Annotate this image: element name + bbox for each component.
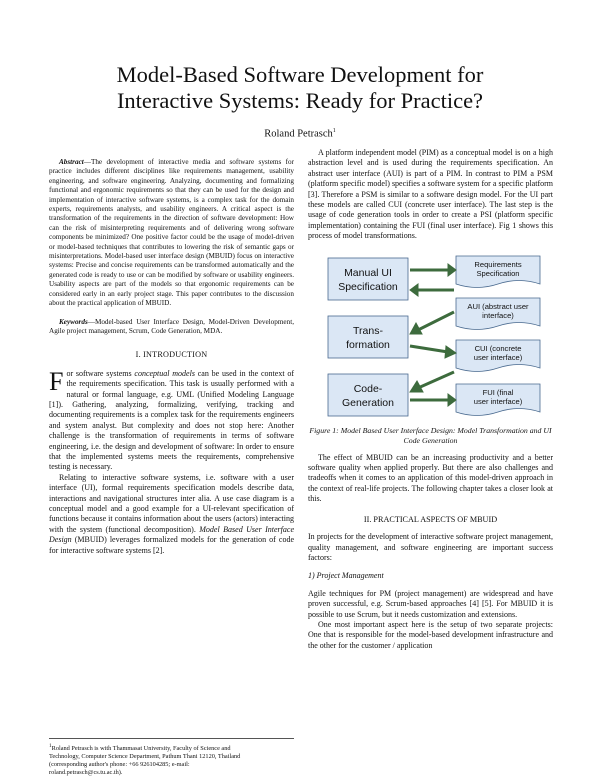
arrowhead-codegen-to-fui [448,394,456,406]
arrowhead-req-to-spec [410,284,418,296]
footnote-line-1 [49,742,294,753]
footnote-line-4: roland.petrasch@cs.tu.ac.th). [49,769,123,777]
title-line-2: Interactive Systems: Ready for Practice? [116,88,484,113]
arrowhead-spec-to-req [448,264,456,276]
box-manual-ui-line-2: Specification [338,280,398,293]
author-name: Roland Petrasch [264,128,333,140]
box-transformation [328,316,408,358]
box-code-generation-line-1: Code- [353,382,383,395]
subsection-project-management: 1) Project Management [308,571,384,581]
footnote-line-2: Technology, Computer Science Department, Pathum Thani 12120, Thailand [49,753,241,761]
right-paragraph-1: A platform independent model (PIM) as a conceptual model is on a high abstraction level and is used during the requirements specification. An abstract user interface (AUI) is part of a PIM. In contrast to PIM a PSM (platform specific model) specifies a software system for a specific platform [3]. Therefore a PSM is similar to a software design model. For the UI part these models are called CUI (concrete user interface). The last step is the usage of code generation tools in order to create a PSI (platform specific implementation) containing the FUI (final user interface). Fig 1 shows this process of model transformations. [308,148,553,241]
doc-1-line-1: Requirements [474,259,522,269]
abstract-text: —The development of interactive media and software systems for practice includes different disciplines like requirements management, usability engineering, and software engineering. Analyzing, documenting and formalizing functional and ergonomic requirements so that they can be used for the design and implementation of interactive software systems, is a complex task for the domain experts, requirements analysts, and usability engineers. A critical aspect is the transformation of the requirements in the direction of software development: How can the risk of misinterpreting requirements and of delivering wrong software components be minimized? One positive factor could be the usage of model-driven or model-based techniques that contributes to lowering the risk of semantic gaps or misinterpretations. Model-based user interface design (MBUID) focus on interactive systems: Precise and concise requirements can be transformed automatically and the generated code is ready to use or can be modified by software or usability engineers. Usability aspects are part of the models so that ergonomic requirements can be considered early in an early project stage. This paper contributes to the discussion about the practical application of MBUID. [49,158,294,308]
box-transformation-line-2: formation [346,338,390,351]
figure-caption: Figure 1: Model Based User Interface Design: Model Transformation and UI Code Generation [309,425,552,445]
figure-1 [308,250,553,422]
box-manual-ui-line-1: Manual UI [344,266,392,279]
footnote-mark: 1 [49,743,52,749]
section-heading-introduction: I. INTRODUCTION [135,350,208,360]
intro-paragraph-1 [49,366,295,473]
box-code-generation [328,374,408,416]
section-heading-practical: II. PRACTICAL ASPECTS OF MBUID [363,514,498,524]
box-code-generation-line-2: Generation [342,396,394,409]
right-column [308,148,553,651]
footnote-line-3: (corresponding author's phone: +66 926104285; e-mail: [49,761,190,769]
doc-requirements-specification [456,256,540,288]
intro-p2-part-b: (MBUID) leverages formalized models for the generation of code for interactive software systems [2]. [49,535,294,555]
right-paragraph-2: The effect of MBUID can be an increasing productivity and a better software quality when applied properly. But there are also challenges and tradeoffs when it comes to an application of this model-driven approach in the context of real-life projects. The following chapter takes a closer look at this. [308,452,553,504]
author-line [0,128,600,140]
arrow-trans-to-cui [410,346,448,352]
doc-1-line-2: Specification [476,268,520,278]
keywords-text: —Model-based User Interface Design, Model-Driven Development, Agile project management, Scrum, Code Generation, MDA. [49,317,294,335]
author-footnote-mark: 1 [332,128,336,134]
doc-cui [456,340,540,372]
abstract [49,158,294,309]
intro-p1-emphasis: conceptual models [134,368,195,378]
arrow-cui-to-codegen [418,372,454,388]
doc-2-line-1: AUI (abstract user [467,301,529,311]
right-paragraph-5: One most important aspect here is the setup of two separate projects: One that is responsible for the model-based development infrastructure and the other for the customer / application [308,619,553,650]
doc-fui [456,384,540,416]
arrowhead-trans-to-cui [445,346,456,358]
doc-2-line-2: interface) [482,310,514,320]
paper-title [40,62,560,114]
intro-p1-part-a: or software systems [66,368,135,378]
mbuid-diagram [308,250,553,422]
keywords [49,318,294,337]
diagram-arrows [410,264,456,406]
intro-p2-part-a: Relating to interactive software systems, i.e. software with a user interface (UI), formal requirements specification models describe data, interactions and navigational structures inter alia. A use case diagram is a conceptual model and a good example for a UI-relevant specification of functions because it contains information about the users (actors) interacting with the system (functional decomposition). [49,472,294,534]
intro-p1-part-b: can be used in the context of the requirements specification. This task is usually performed with a natural or formal language, e.g. UML (Unified Modeling Language [1]). Gathering, analyzing, formalizing, verifying, tracking and documenting requirements is a complex task for the requirements engineers and system analyst. But complexity and does not stop here: Another challenge is the transformation of requirements in terms of software engineering, i.e. the design and development of software: In order to ensure that the implemented systems meets the requirements, comprehensive testing is necessary. [49,368,295,472]
title-line-1: Model-Based Software Development for [116,62,484,87]
arrow-aui-to-trans [418,312,454,330]
intro-paragraph-2 [49,473,294,556]
doc-4-line-1: FUI (final [482,387,514,397]
doc-3-line-1: CUI (concrete [474,343,522,353]
right-paragraph-3: In projects for the development of interactive software project management, quality management, and software engineering are important success factors: [308,532,553,562]
right-paragraph-4: Agile techniques for PM (project management) are widespread and have proven successful, e.g. Scrum-based approaches [4] [5]. For MBUID it is possible to use Scrum, but it needs customization and extensions. [308,588,553,619]
footnote [49,738,294,777]
intro-p2-emphasis: Model Based User Interface Design [49,524,294,545]
dropcap: F [49,366,64,396]
footnote-text-1: Roland Petrasch is with Thammasat University, Faculty of Science and [51,745,231,753]
box-transformation-line-1: Trans- [353,324,383,337]
box-manual-ui-specification [328,258,408,300]
doc-3-line-2: user interface) [473,352,523,362]
doc-aui [456,298,540,330]
doc-4-line-2: user interface) [473,396,523,406]
abstract-label: Abstract [59,158,84,166]
left-column [49,158,294,556]
keywords-label: Keywords [59,317,88,326]
